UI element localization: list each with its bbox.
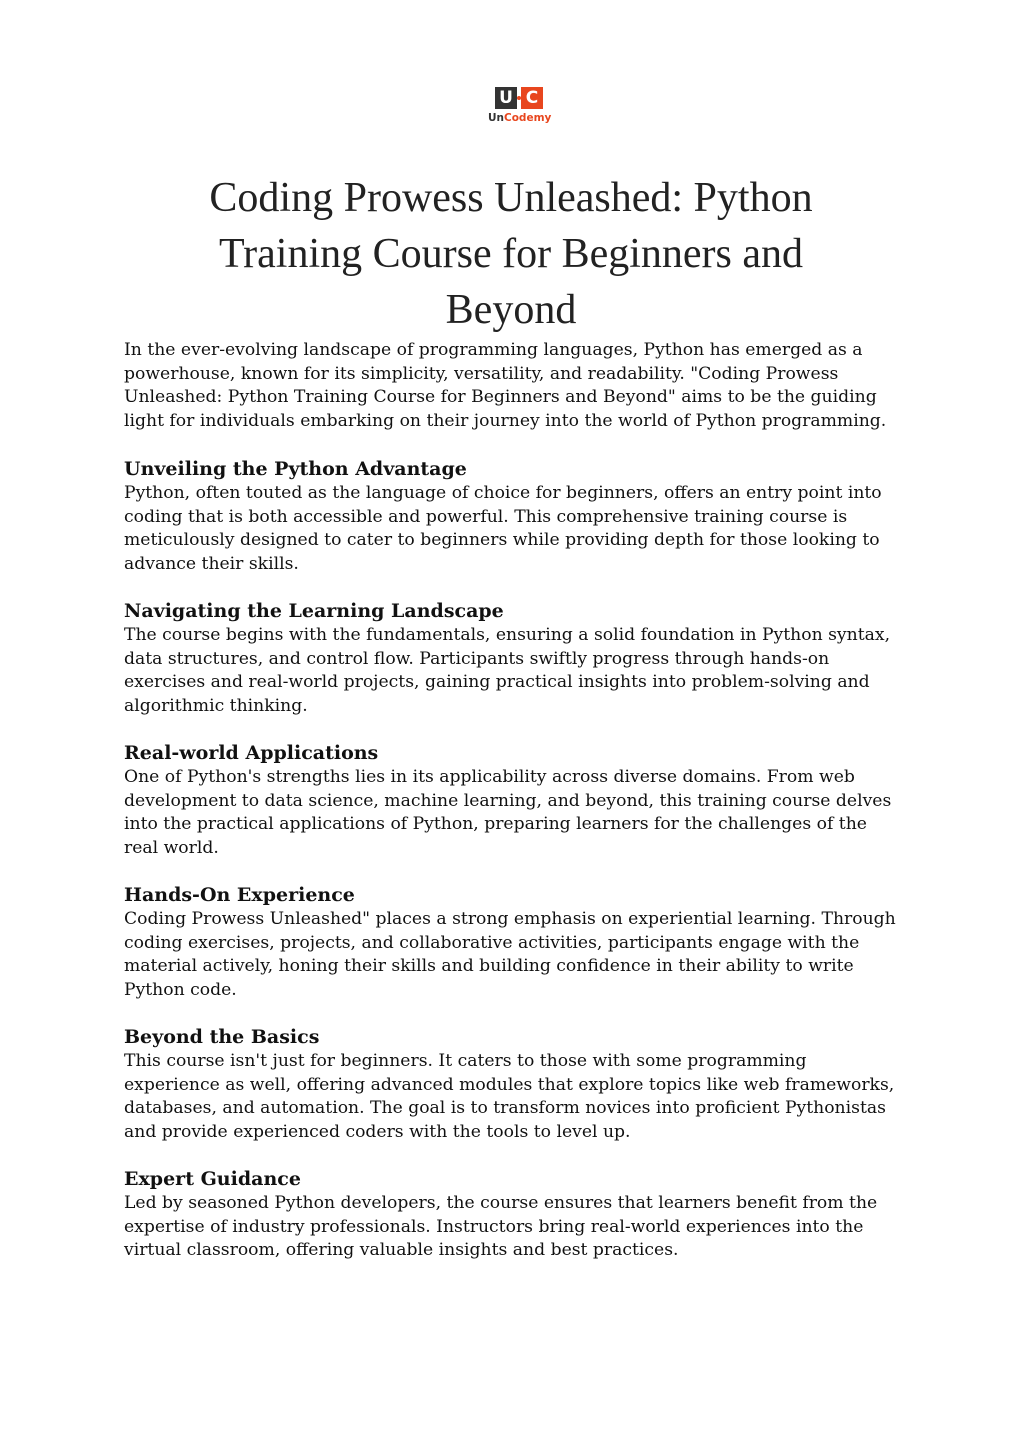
- logo-letter-c: C: [521, 87, 543, 109]
- logo-wordmark: [488, 112, 552, 125]
- document-body: [124, 339, 904, 1286]
- logo-word-un: Un: [488, 112, 505, 124]
- logo-letter-u: U: [495, 87, 517, 109]
- section-python-advantage: [124, 457, 904, 576]
- section-learning-landscape: [124, 599, 904, 718]
- uncodemy-logo: [488, 87, 552, 131]
- section-beyond-basics: [124, 1025, 904, 1144]
- section-heading: Real-world Applications: [124, 742, 379, 764]
- section-heading: Expert Guidance: [124, 1168, 301, 1190]
- section-heading: Hands-On Experience: [124, 884, 355, 906]
- intro-paragraph: In the ever-evolving landscape of programming languages, Python has emerged as a powerhouse, known for its simplicity, versatility, and readability. "Coding Prowess Unleashed: Python Training Course for Beginners and Beyond" aims to be the guiding light for individuals embarking on their journey into the world of Python programming.: [124, 340, 887, 431]
- section-body: Python, often touted as the language of choice for beginners, offers an entry point into coding that is both accessible and powerful. This comprehensive training course is meticulously designed to cater to beginners while providing depth for those looking to advance their skills.: [124, 483, 882, 574]
- section-body: Led by seasoned Python developers, the course ensures that learners benefit from the expertise of industry professionals. Instructors bring real-world experiences into the virtual classroom, offering valuable insights and best practices.: [124, 1193, 878, 1260]
- section-heading: Beyond the Basics: [124, 1026, 320, 1048]
- section-heading: Navigating the Learning Landscape: [124, 600, 504, 622]
- section-body: This course isn't just for beginners. It caters to those with some programming experience as well, offering advanced modules that explore topics like web frameworks, databases, and automation. The goal is to transform novices into proficient Pythonistas and provide experienced coders with the tools to level up.: [124, 1051, 895, 1142]
- section-body: The course begins with the fundamentals, ensuring a solid foundation in Python syntax, data structures, and control flow. Participants swiftly progress through hands-on exercises and real-world projects, gaining practical insights into problem-solving and algorithmic thinking.: [124, 625, 891, 716]
- document-title: Coding Prowess Unleashed: Python Training Course for Beginners and Beyond: [209, 175, 813, 333]
- logo-dot-icon: [517, 87, 521, 109]
- section-hands-on-experience: [124, 883, 904, 1002]
- logo-mark: [495, 87, 543, 109]
- section-real-world-applications: [124, 741, 904, 860]
- section-body: One of Python's strengths lies in its applicability across diverse domains. From web development to data science, machine learning, and beyond, this training course delves into the practical applications of Python, preparing learners for the challenges of the real world.: [124, 767, 892, 858]
- section-body: Coding Prowess Unleashed" places a strong emphasis on experiential learning. Through coding exercises, projects, and collaborative activities, participants engage with the material actively, honing their skills and building confidence in their ability to write Python code.: [124, 909, 896, 1000]
- section-expert-guidance: [124, 1167, 904, 1263]
- logo-word-codemy: Codemy: [504, 112, 552, 124]
- section-heading: Unveiling the Python Advantage: [124, 458, 467, 480]
